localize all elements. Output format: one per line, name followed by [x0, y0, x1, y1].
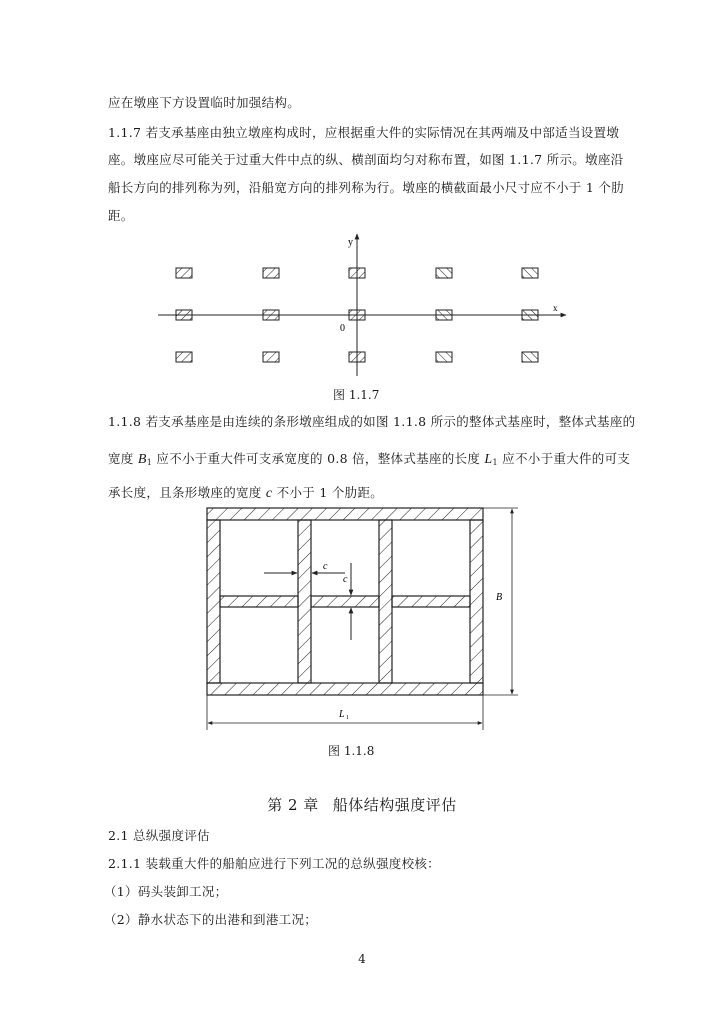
right-strip — [470, 520, 483, 683]
pier — [349, 268, 365, 278]
pier — [263, 310, 279, 320]
inner-vertical-strip — [379, 520, 392, 683]
chapter-number: 第 2 章 — [267, 796, 319, 814]
subscript: 1 — [146, 458, 153, 467]
list-item-2: （2）静水状态下的出港和到港工况； — [104, 912, 318, 927]
middle-strip — [392, 596, 470, 607]
c-label-horizontal: c — [323, 561, 328, 572]
page-number: 4 — [358, 952, 366, 966]
pier — [263, 352, 279, 362]
b-label: B — [496, 592, 503, 603]
variable-b: B — [137, 452, 147, 467]
list-item-1: （1）码头装卸工况； — [104, 884, 228, 899]
top-strip — [207, 508, 483, 520]
middle-strip — [220, 596, 298, 607]
pier — [436, 268, 452, 278]
variable-c: c — [265, 486, 273, 501]
figure-1-1-7-caption: 图 1.1.7 — [333, 388, 380, 402]
paragraph-1-1-8-line2 — [108, 451, 630, 471]
l-label: L — [339, 709, 345, 720]
paragraph-1-1-7-line1: 1.1.7 若支承基座由独立墩座构成时，应根据重大件的实际情况在其两端及中部适当设置墩 — [108, 125, 620, 140]
pier — [176, 268, 192, 278]
pier — [176, 310, 192, 320]
text-segment: 不小于 1 个肋距。 — [272, 485, 384, 500]
text-segment: 应不小于重大件的可支 — [497, 451, 631, 466]
pier — [436, 310, 452, 320]
pier — [349, 352, 365, 362]
subscript: 1 — [492, 458, 498, 467]
paragraph-1-1-7-line2: 座。墩座应尽可能关于过重大件中点的纵、横剖面均匀对称布置，如图 1.1.7 所示。墩座沿 — [108, 152, 624, 167]
figure-1-1-8-caption: 图 1.1.8 — [328, 744, 375, 758]
pier — [436, 352, 452, 362]
figure-1-1-7 — [158, 234, 566, 376]
y-axis-label: y — [348, 237, 353, 248]
c-label-vertical: c — [343, 574, 348, 585]
text-segment: 应不小于重大件可支承宽度的 0.8 倍，整体式基座的长度 — [152, 451, 485, 466]
paragraph-1-1-7-line3: 船长方向的排列称为列，沿船宽方向的排列称为行。墩座的横截面最小尺寸应不小于 1 个肋 — [108, 180, 625, 195]
variable-l: L — [484, 452, 493, 467]
pier — [522, 310, 538, 320]
pier — [522, 352, 538, 362]
section-2-1-1-text: 2.1.1 装载重大件的船舶应进行下列工况的总纵强度校核： — [108, 856, 440, 871]
l-label-sub: 1 — [346, 715, 349, 721]
figure-1-1-8 — [207, 508, 518, 730]
bottom-strip — [207, 683, 483, 695]
inner-vertical-strip — [298, 520, 311, 683]
left-strip — [207, 520, 220, 683]
pier — [349, 310, 365, 320]
origin-label: 0 — [340, 323, 345, 334]
paragraph-continuation: 应在墩座下方设置临时加强结构。 — [108, 95, 301, 110]
pier — [522, 268, 538, 278]
chapter-heading — [0, 794, 724, 815]
text-segment: 宽度 — [108, 451, 138, 466]
paragraph-1-1-8-line3 — [108, 485, 383, 502]
text-segment: 承长度，且条形墩座的宽度 — [108, 485, 266, 500]
middle-strip — [311, 596, 379, 607]
pier — [263, 268, 279, 278]
x-axis-label: x — [553, 303, 558, 313]
section-2-1-heading: 2.1 总纵强度评估 — [108, 828, 210, 843]
chapter-title: 船体结构强度评估 — [332, 796, 457, 814]
pier — [176, 352, 192, 362]
paragraph-1-1-8-line1: 1.1.8 若支承基座是由连续的条形墩座组成的如图 1.1.8 所示的整体式基座时，整体式基座的 — [108, 414, 636, 429]
paragraph-1-1-7-line4: 距。 — [108, 208, 134, 223]
